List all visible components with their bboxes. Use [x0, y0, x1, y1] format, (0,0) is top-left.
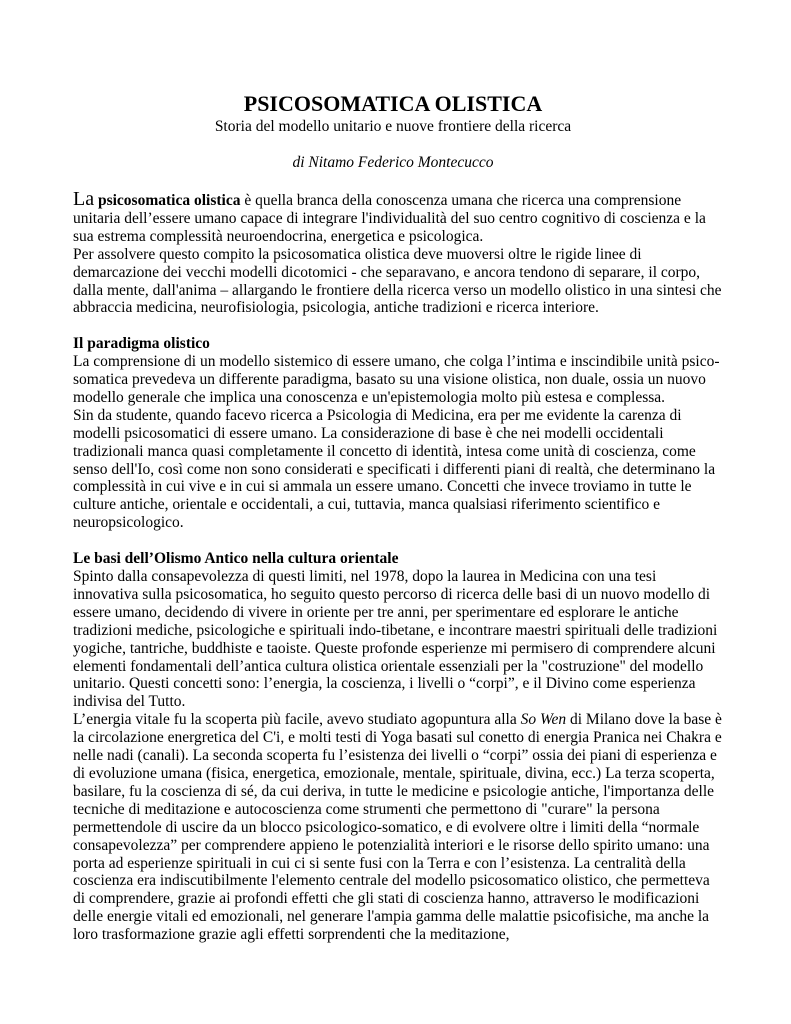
document-title: PSICOSOMATICA OLISTICA — [243, 91, 543, 116]
olismo-text-rest: di Milano dove la base è la circolazione energretica del C'i, e molti testi di Yoga basati sul conetto di energia Pranica nei Chakra e nelle nadi (canali). La seconda scoperta fu l’esistenza dei livelli o “corpi” ossia dei piani di esperienza e di evoluzione umana (fisica, energetica, emozionale, mentale, spirituale, divina, ecc.) La terza scoperta, basilare, fu la coscienza di sé, da cui deriva, in tutte le medicine e psicologie antiche, l'importanza delle tecniche di meditazione e autocoscienza come strumenti che permettono di "curare" la persona permettendole di uscire da un blocco psicologico-somatico, e di evolvere oltre i limiti della “normale consapevolezza” per comprendere appieno le potenzialità interiori e le risorse dello spirito umano: una porta ad esperienze spirituali in cui ci si sente fusi con la Terra e con l’esistenza. La centralità della coscienza era indiscutibilmente l'elemento centrale del modello psicosomatico olistico, che permetteva di comprendere, grazie ai profondi effetti che gli stati di coscienza hanno, attraverso le modificazioni delle energie vitali ed emozionali, nel generare l'ampia gamma delle malattie psicofisiche, ma anche la loro trasformazione grazie agli effetti sorprendenti che la meditazione, — [73, 711, 722, 944]
paragraph-spacer — [73, 532, 723, 550]
intro-paragraph-2: Per assolvere questo compito la psicosomatica olistica deve muoversi oltre le rigide linee di demarcazione dei vecchi modelli dicotomici - che separavano, e ancora tendono di separare, il corpo, dalla mente, dall'anima – allargando le frontiere della ricerca verso un modello olistico in una sintesi che abbraccia medicina, neurofisiologia, psicologia, antiche tradizioni e ricerca interiore. — [73, 245, 722, 317]
olismo-paragraph-1: Spinto dalla consapevolezza di questi limiti, nel 1978, dopo la laurea in Medicina con una tesi innovativa sulla psicosomatica, ho seguito questo percorso di ricerca delle basi di un nuovo modello di essere umano, decidendo di vivere in oriente per tre anni, per sperimentare ed esplorare le antiche tradizioni mediche, psicologiche e spirituali indo-tibetane, e incontrare maestri spirituali delle tradizioni yogiche, tantriche, buddhiste e taoiste. Queste profonde esperienze mi permisero di comprendere alcuni elementi fondamentali dell’antica cultura olistica orientale essenziali per la "costruzione" del modello unitario. Questi concetti sono: l’energia, la coscienza, i livelli o “corpi”, e il Divino come esperienza indivisa del Tutto. — [73, 568, 718, 711]
intro-paragraph — [73, 188, 723, 246]
intro-text: è quella branca della conoscenza umana che ricerca una comprensione unitaria dell’essere umano capace di integrare l'individualità del suo centro cognitivo di coscienza e la sua estrema complessità neuroendocrina, energetica e psicologica. — [73, 192, 706, 245]
olismo-text-start: L’energia vitale fu la scoperta più facile, avevo studiato agopuntura alla — [73, 711, 521, 729]
olismo-paragraph-2 — [73, 711, 723, 944]
paragraph-spacer — [73, 317, 723, 335]
document-author: di Nitamo Federico Montecucco — [292, 154, 494, 171]
so-wen-italic: So Wen — [520, 711, 567, 729]
section-heading-olismo-antico: Le basi dell’Olismo Antico nella cultura orientale — [73, 550, 399, 568]
section-heading-paradigma: Il paradigma olistico — [73, 335, 210, 353]
intro-term: psicosomatica olistica — [97, 192, 241, 209]
document-subtitle: Storia del modello unitario e nuove frontiere della ricerca — [214, 118, 572, 135]
paradigma-paragraph-2: Sin da studente, quando facevo ricerca a Psicologia di Medicina, era per me evidente la carenza di modelli psicosomatici di essere umano. La considerazione di base è che nei modelli occidentali tradizionali manca quasi completamente il concetto di identità, intesa come unità di coscienza, come senso dell'Io, così come non sono considerati e specificati i differenti piani di realtà, che determinano la complessità in cui vive e in cui si ammala un essere umano. Concetti che invece troviamo in tutte le culture antiche, orientale e occidentali, a cui, tuttavia, manca qualsiasi riferimento scientifico e neuropsicologico. — [73, 406, 716, 532]
intro-dropword: La — [73, 188, 95, 210]
document-body — [73, 188, 723, 944]
paradigma-paragraph-1: La comprensione di un modello sistemico di essere umano, che colga l’intima e inscindibile unità psico-somatica prevedeva un differente paradigma, basato su una visione olistica, non duale, ossia un nuovo modello generale che implica una conoscenza e un'epistemologia molto più estesa e complessa. — [73, 353, 720, 406]
